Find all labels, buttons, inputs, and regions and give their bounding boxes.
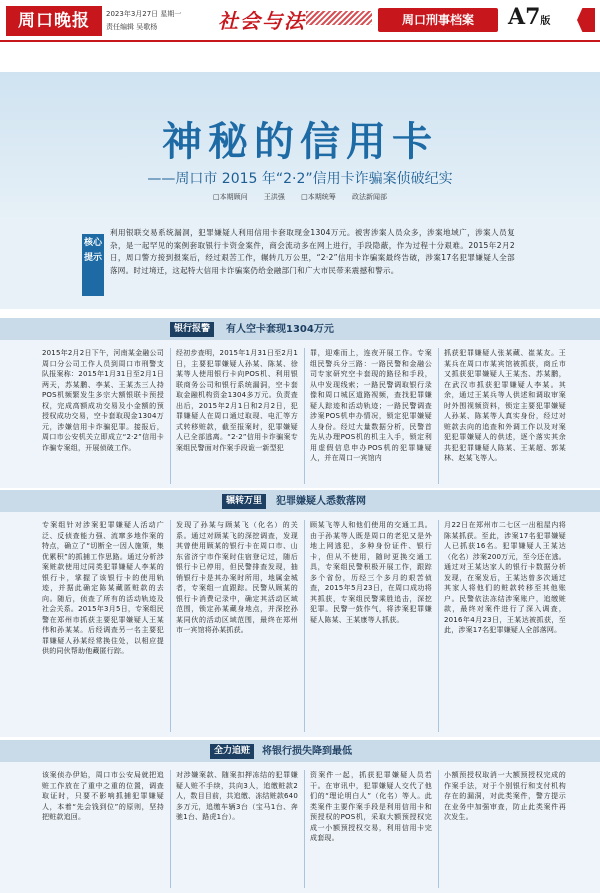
section-3-tag: 全力追赃 (210, 744, 254, 759)
section-1-column-4: 抓获犯罪嫌疑人张某藏、崔某友。王某兵在周口市某宾馆被抓获，商丘市又抓获犯罪嫌疑人王某杰、苏某鹏，在武汉市抓获犯罪嫌疑人李某。其余，通过王某兵等人供述和调取审案时外围视频资料，锁定主要犯罪嫌疑人孙某、陈某等人真实身份，经过对赃款去向的追查和外调工作以及对案犯犯罪嫌疑人的供述，逐个落实其余共犯犯罪嫌疑人陈某、王某超、郭某林、赵某飞等人。 (444, 349, 566, 462)
column-divider (438, 348, 439, 484)
section-1-column-3: 罪，迎难而上，连夜开展工作。专案组民警兵分三路：一路民警和金融公司专家研究空卡套现的路径和手段，从中发现线索；一路民警调取银行录像和周口城区道路视频，查找犯罪嫌疑人踪迹和活动轨迹；一路民警调查涉案POS机申办情况，锁定犯罪嫌疑人身份。经过大量数据分析，民警首先从办理POS机的机主入手，锁定利用虚假信息申办POS机的犯罪嫌疑人，并在周口一宾馆内 (310, 349, 432, 462)
article-title: 神秘的信用卡 (162, 119, 438, 165)
section-title: 社会与法 (218, 9, 306, 33)
page-arrow-icon (577, 8, 595, 32)
newspaper-logo: 周口晚报 (6, 6, 102, 36)
column-divider (304, 348, 305, 484)
article-byline: □本期顾问 王洪强 □本期统筹 政法新闻部 (213, 193, 387, 201)
section-2-heading: 犯罪嫌疑人悉数落网 (276, 496, 366, 507)
column-divider (170, 348, 171, 484)
section-2-banner (0, 490, 600, 512)
section-3-column-4: 小额预授权取消一大额预授权完成的作案手法，对于个别银行和支付机构存在的漏洞，对此类案件，警方提示在业务中加强审查，防止此类案件再次发生。 (444, 771, 566, 821)
section-2-column-2: 发现了孙某与顾某飞（化名）的关系。通过对顾某飞的深挖调查，发现其曾使用顾某的银行卡在周口市、山东省济宁市作案时住宿登记过，随后银行卡已停用，但民警排查发现，抽销银行卡是其办案时所用，地属金城者，专案组一直跟踪。民警从顾某的银行卡消费记录中，确定其活动区域范围，锁定孙某藏身地点，并深挖孙某同伙的活动区域范围，最终在郑州市一宾馆将孙某抓获。 (176, 521, 298, 634)
section-1-column-1: 2015年2月2日下午，河南某金融公司周口分公司工作人员到周口市刑警支队报案称：2015年1月31日至2月1日两天，苏某鹏、李某、王某杰三人持POS机频繁发生多宗大额银联卡预授权，完成高额成功交易及小金额的预授权成功交易，空卡套取现金1304万元，涉嫌信用卡诈骗犯罪。接报后，周口市公安机关立即成立“2·2”信用卡诈骗专案组，开展侦破工作。 (42, 349, 164, 452)
section-2-column-3: 顾某飞等人和他们使用的交通工具。由于孙某等人既是周口的老犯又是外地上网逃犯，多种身份证件、银行卡，但从不使用，随时更换交通工具，专案组民警积极开展工作，跟踪多个省份，历经三个多月的艰苦侦查，2015年5月23日，在周口成功将其抓获，专案组民警乘胜追击，深挖犯罪。民警一鼓作气，将涉案犯罪嫌疑人陈某、王某康等人抓获。 (310, 521, 432, 624)
section-2-tag: 辗转万里 (222, 494, 266, 509)
section-1-body (0, 340, 600, 488)
column-tag: 周口刑事档案 (378, 8, 498, 32)
editor-credit: 责任编辑 吴歌杨 (106, 23, 158, 31)
column-divider (438, 770, 439, 888)
section-2-column-1: 专案组针对涉案犯罪嫌疑人活动广泛、反侦查能力强、流窜多地作案的特点，确立了“切断全一因人施策，集优累积”的抓捕工作思路。通过分析涉案赃款使用过同类犯罪嫌疑人李某的银行卡，掌握了该银行卡的使用轨迹，并据此确定陈某藏匿赃款的去向。随后，侦查了所有的活动轨迹及社会关系。2015年3月5日，专案组民警在郑州市抓获主要犯罪嫌疑人王某伟和孙某某。后经调查另一名主要犯罪嫌疑人孙某经常换住处，以相应提供的同伙帮助他藏匿行踪。 (42, 521, 164, 655)
summary-tag: 核心提示 (82, 234, 104, 296)
summary-text: 利用银联交易系统漏洞，犯罪嫌疑人利用信用卡套取现金1304万元。被害涉案人员众多，涉案地域广，涉案人员复杂，是一起罕见的案例套取银行卡资金案件，商会流动多在网上进行，手段隐蔽，作为过程十分艰难。2015年2月2日，周口警方接到报案后，经过艰苦工作，辗转几万公里，“2·2”信用卡诈骗案最终告破，涉案17名犯罪嫌疑人全部落网。时过境迁，这起特大信用卡诈骗案仍给金融部门和广大市民带来震撼和警示。 (110, 228, 515, 275)
section-3-heading: 将银行损失降到最低 (262, 746, 352, 757)
column-divider (304, 770, 305, 888)
section-3-column-1: 该案侦办伊始，周口市公安局就把追赃工作放在了重中之重的位置，调查取证时，只要不影响抓捕犯罪嫌疑人，本着“先会钱到位”的原则，坚持把赃款追回。 (42, 771, 164, 821)
section-3-banner (0, 740, 600, 762)
section-2-body (0, 512, 600, 737)
column-divider (438, 520, 439, 732)
masthead (0, 0, 600, 72)
section-3-body (0, 762, 600, 893)
section-1-column-2: 经初步查明，2015年1月31日至2月1日，主要犯罪嫌疑人孙某、陈某、徐某等人使用银行卡向POS机、利用银联商务公司和银行系统漏洞，空卡套取金融机构资金1304多万元。负责查出后，2015年2月1日和2月2日，犯罪嫌疑人在周口通过取现、电汇等方式转移赃款，截至报案时，犯罪嫌疑人已全部逃离。“2·2”信用卡诈骗案专案组民警面对作案手段诡一新型犯 (176, 349, 298, 452)
page-number (508, 4, 550, 30)
column-divider (170, 770, 171, 888)
masthead-divider (0, 40, 600, 42)
column-divider (304, 520, 305, 732)
issue-date: 2023年3月27日 星期一 (106, 10, 182, 18)
section-3-column-3: 资案件一起，抓获犯罪嫌疑人员若干。在审讯中，犯罪嫌疑人交代了他们的“理论明白人”（化名）等人。此类案件主要作案手段是利用信用卡和预授权的POS机，采取大额预授权完成一小额预授权交易，利用信用卡完成套现。 (310, 771, 432, 842)
section-1-banner (0, 318, 600, 340)
decorative-stripe (306, 11, 372, 25)
section-1-tag: 银行报警 (170, 322, 214, 337)
headline-area (0, 72, 600, 217)
section-2-column-4: 月22日在郑州市二七区一出租屋内将陈某抓获。至此，涉案17名犯罪嫌疑人已抓获16名。犯罪嫌疑人王某达（化名）涉案200万元，至今还在逃。通过对王某达家人的银行卡数据分析发现，在案发后，王某达曾多次通过其家人将他们的赃款转移至其他账户。民警依法冻结涉案账户，追缴赃款，最终对案件进行了深入调查，2016年4月23日，王某达被抓获，至此，涉案17名犯罪嫌疑人全部落网。 (444, 521, 566, 634)
key-summary (0, 217, 600, 309)
page-number-suffix: 版 (540, 16, 551, 27)
article-subtitle: ——周口市 2015 年“2·2”信用卡诈骗案侦破纪实 (147, 171, 453, 187)
section-3-column-2: 对涉嫌案款、随案扣押冻结的犯罪嫌疑人赃不手续，共向3人，追缴赃款2人，数目目前，共追缴、冻结赃款640多万元，追缴车辆3台（宝马1台、奔驰1台、路虎1台）。 (176, 771, 298, 821)
column-divider (170, 520, 171, 732)
section-1-heading: 有人空卡套现1304万元 (226, 324, 334, 335)
page-number-value: A7 (508, 4, 541, 30)
